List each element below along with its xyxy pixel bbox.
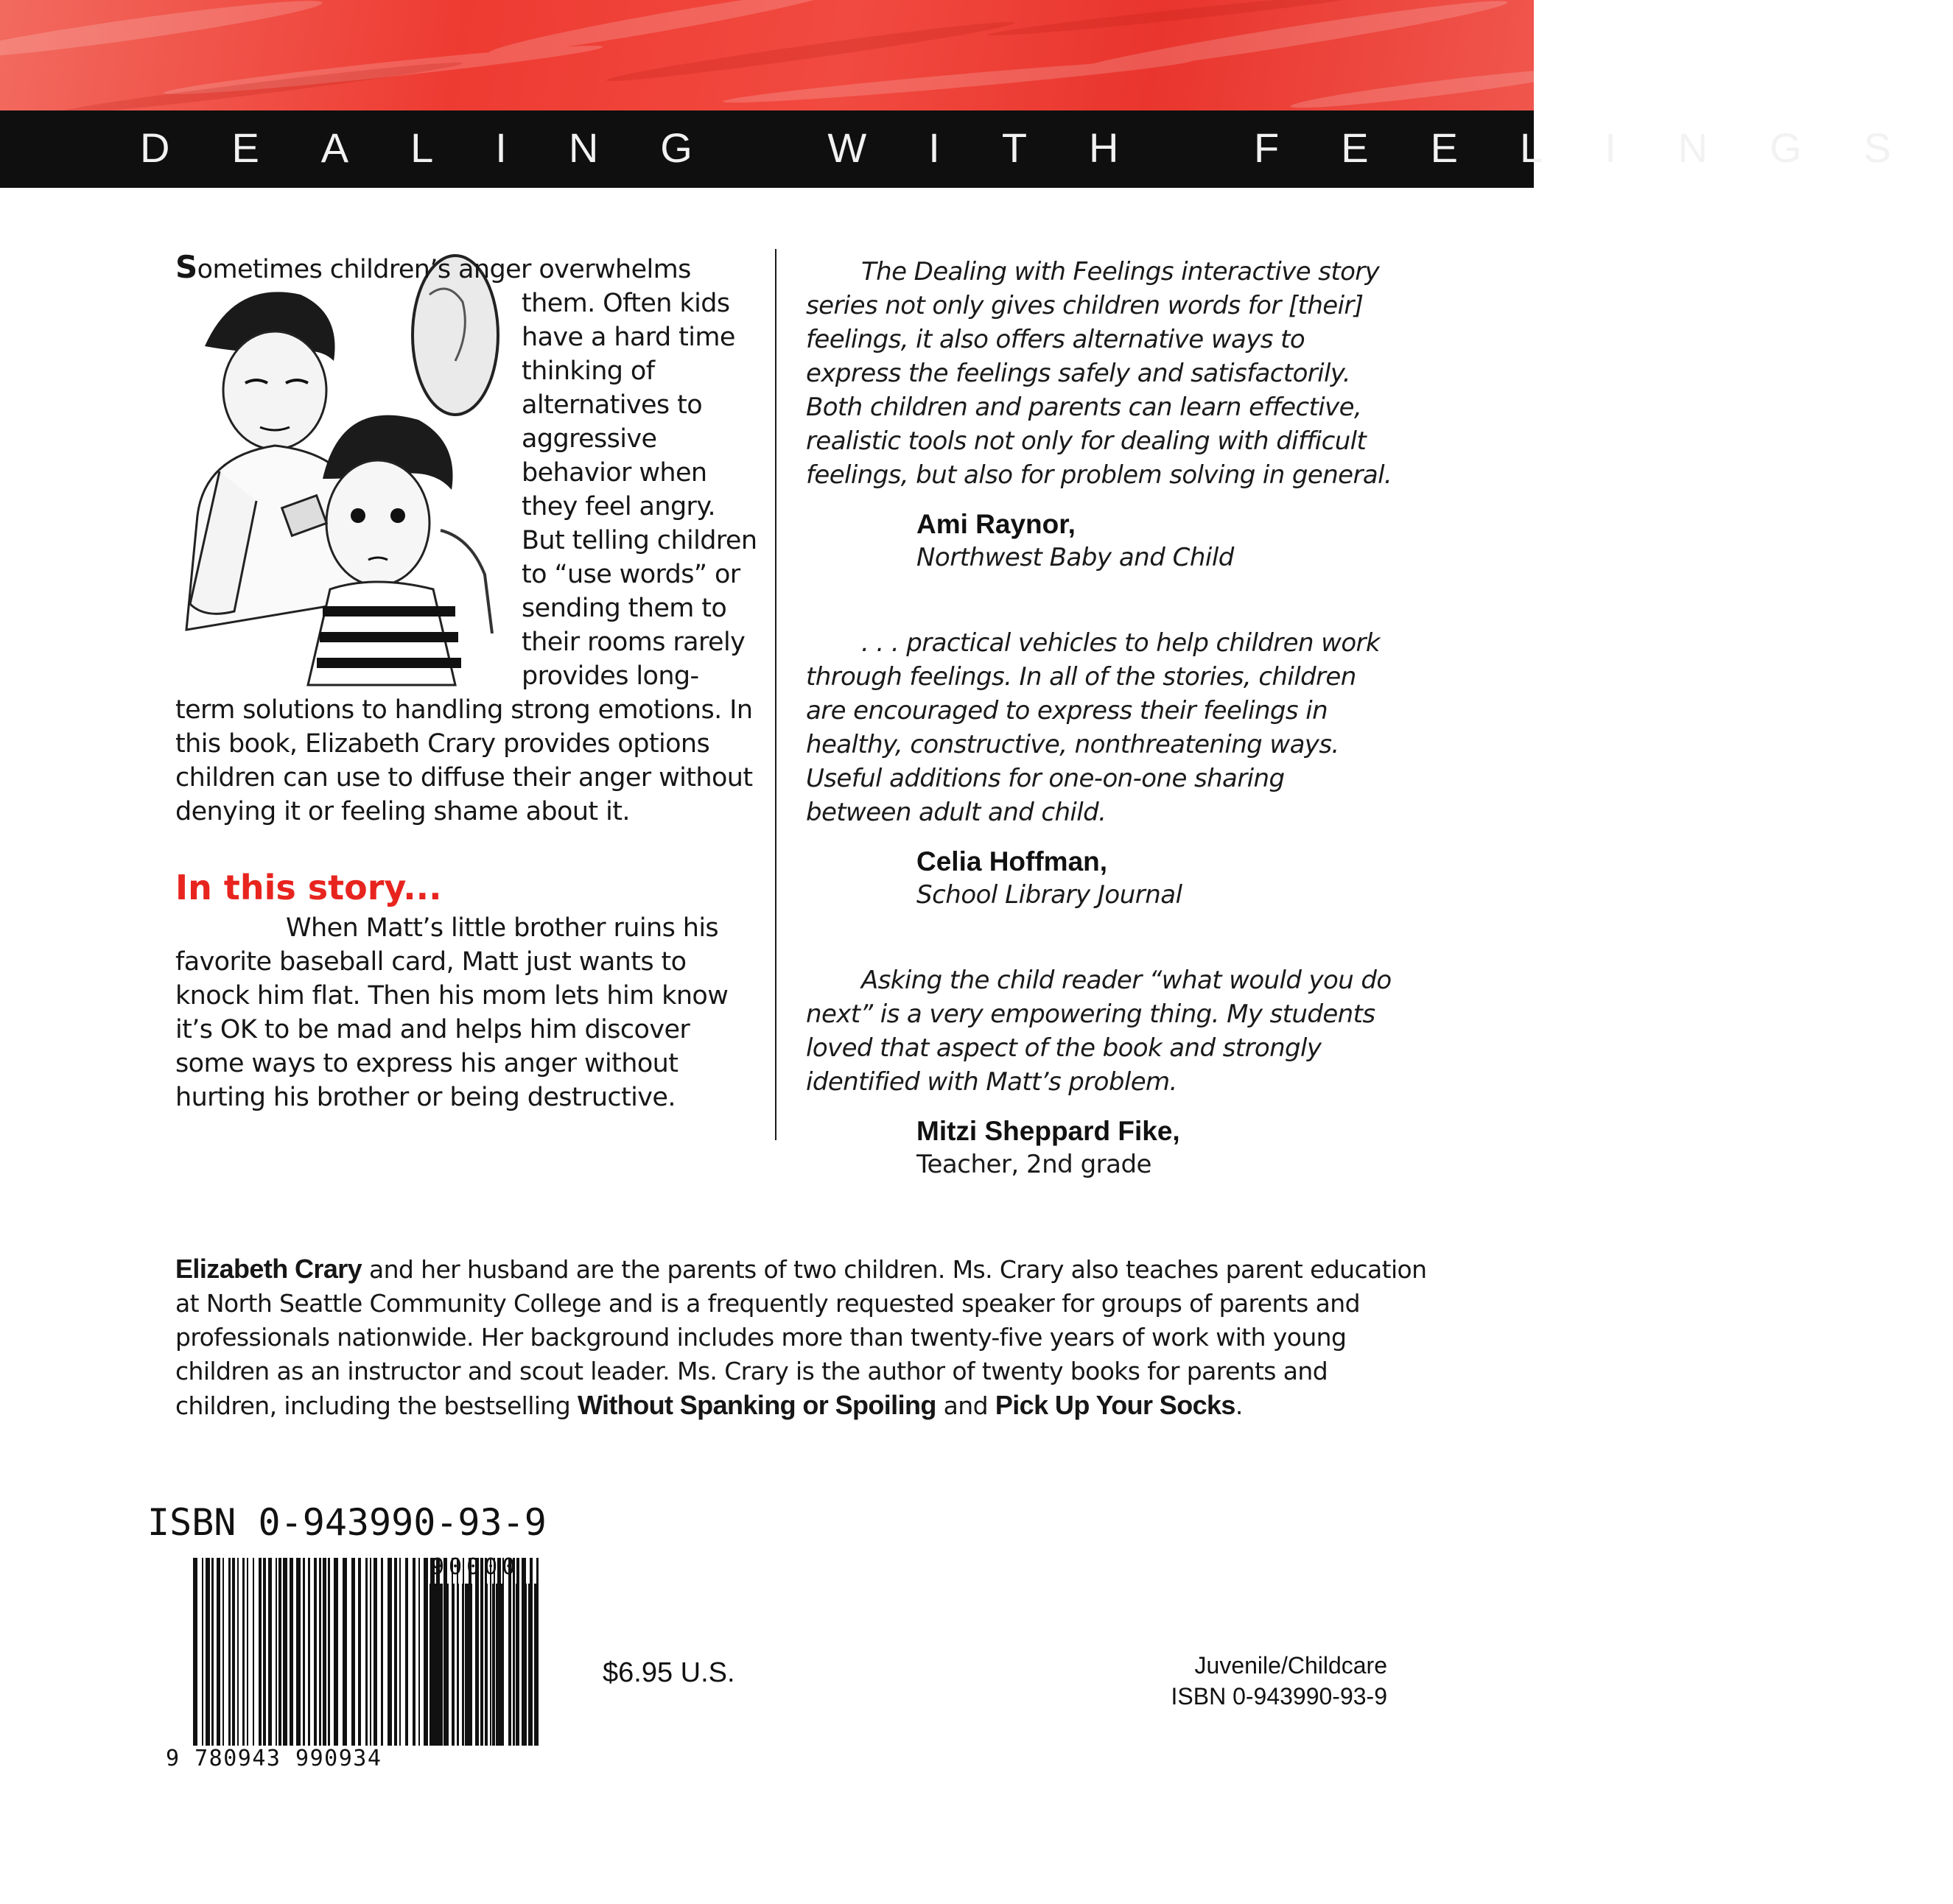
barcode-bar [471, 1584, 472, 1746]
bio-text: and her husband are the parents of two children. Ms. Crary also teaches parent education at North Seattle Community College and is a frequently requested speaker for groups of parents and professionals nationwide. Her background includes more than twenty-five years of work with young children as an instructor and scout leader. Ms. Crary is the author of twenty books for parents and children, including the bestselling [175, 1255, 1427, 1420]
barcode-bar [457, 1584, 459, 1746]
barcode-bar [217, 1558, 220, 1746]
barcode-bar [528, 1584, 532, 1746]
review-attribution [916, 846, 1395, 912]
barcode-bar [334, 1558, 338, 1746]
barcode-bar [405, 1558, 408, 1746]
reviewer-source: School Library Journal [916, 880, 1182, 910]
category: Juvenile/Childcare [1194, 1652, 1387, 1679]
barcode-bar [374, 1558, 377, 1746]
barcode-bar [343, 1558, 347, 1746]
reviewer-name: Celia Hoffman, [916, 846, 1108, 877]
boys-drawing [175, 250, 507, 685]
reviewer-name: Ami Raynor, [916, 509, 1076, 539]
barcode-bar [263, 1558, 266, 1746]
barcode-bar [480, 1584, 483, 1746]
barcode-bar [523, 1584, 527, 1746]
isbn-small: ISBN 0-943990-93-9 [1171, 1683, 1387, 1710]
barcode-bar [228, 1558, 231, 1746]
barcode-bar [534, 1584, 536, 1746]
reviewer-source: Teacher, 2nd grade [916, 1150, 1151, 1179]
review-2 [806, 626, 1395, 912]
bio-text: and [936, 1391, 995, 1420]
barcode-digits: 9 780943 990934 [166, 1746, 382, 1771]
barcode-bar [516, 1584, 519, 1746]
barcode-bar [413, 1558, 416, 1746]
author-name: Elizabeth Crary [175, 1254, 362, 1284]
barcode-bar [438, 1584, 443, 1746]
intro-text: ometimes children’s anger overwhelms them. Often kids have a hard time thinking of alternatives to aggressive behavior when they feel angry. But telling children to “use words” or sending them to their rooms rarely provides long-term solutions to handling strong emotions. In this book, Elizabeth Crary provides options children can use to diffuse their anger without denying it or feeling shame about it. [175, 255, 757, 826]
review-attribution [916, 508, 1395, 575]
barcode-bar [475, 1584, 478, 1746]
review-quote: The Dealing with Feelings interactive story series not only gives children words for [their] feelings, it also offers alternative ways to express the feelings safely and satisfactorily. Both children and parents can learn effective, realistic tools not only for dealing with difficult feelings, but also for problem solving in general. [806, 257, 1392, 490]
reviewer-source: Northwest Baby and Child [916, 543, 1234, 572]
barcode-bar [222, 1558, 224, 1746]
barcode-bar [399, 1558, 401, 1746]
barcode-bar [211, 1558, 214, 1746]
barcode-bar [492, 1584, 494, 1746]
series-title: DEALING WITH FEELINGS [140, 124, 1953, 171]
barcode-bar [418, 1558, 420, 1746]
left-column [175, 250, 757, 1114]
barcode-bar [486, 1584, 488, 1746]
barcode-bar [206, 1558, 210, 1746]
red-header-band [0, 0, 1534, 110]
barcode-bar [253, 1558, 254, 1746]
review-quote: Asking the child reader “what would you do next” is a very empowering thing. My students loved that aspect of the book and strongly identified with Matt’s problem. [806, 966, 1392, 1097]
price: $6.95 U.S. [603, 1657, 735, 1688]
story-heading: In this story... [175, 868, 442, 907]
barcode-bar [232, 1558, 235, 1746]
barcode-bar [303, 1558, 305, 1746]
barcode-bar [496, 1584, 498, 1746]
barcode-bar [433, 1584, 437, 1746]
boys-illustration [175, 250, 507, 685]
review-1 [806, 255, 1395, 575]
addon-digits: 90000 [431, 1554, 520, 1580]
bio-text: . [1235, 1391, 1243, 1420]
barcode-bar [242, 1558, 245, 1746]
barcode-bar [314, 1558, 317, 1746]
reviewer-name: Mitzi Sheppard Fike, [916, 1116, 1180, 1146]
barcode-bar [370, 1558, 371, 1746]
barcode-bar [290, 1558, 293, 1746]
intro-paragraph [175, 250, 757, 829]
barcode-bar [358, 1558, 361, 1746]
brush-texture [0, 0, 1534, 110]
barcode-bar [276, 1558, 277, 1746]
barcode-bar [501, 1584, 504, 1746]
barcode-bar [388, 1558, 392, 1746]
barcode-bar [424, 1558, 428, 1746]
barcode-bar [446, 1584, 449, 1746]
barcode-bar [365, 1558, 368, 1746]
barcode-bar [247, 1558, 248, 1746]
barcode-bar [319, 1558, 321, 1746]
review-3 [806, 963, 1395, 1181]
barcode-bar [465, 1584, 469, 1746]
isbn-label: ISBN 0-943990-93-9 [147, 1501, 547, 1544]
barcode-bar [259, 1558, 262, 1746]
barcode-bar [452, 1584, 455, 1746]
barcode-bar [283, 1558, 287, 1746]
barcode-bar [193, 1558, 197, 1746]
book-title: Without Spanking or Spoiling [577, 1390, 936, 1420]
author-bio [175, 1252, 1428, 1423]
addon-barcode [429, 1584, 540, 1746]
barcode-bar [237, 1558, 239, 1746]
barcode-bar [508, 1584, 511, 1746]
review-attribution [916, 1115, 1395, 1181]
barcode-bar [278, 1558, 281, 1746]
review-quote: . . . practical vehicles to help children work through feelings. In all of the stories, children are encouraged to express their feelings in healthy, constructive, nonthreatening ways. Useful additions for one-on-one sharing between adult and child. [806, 628, 1380, 827]
story-text: When Matt’s little brother ruins his favorite baseball card, Matt just wants to knock him flat. Then his mom lets him know it’s OK to be mad and helps him discover some ways to express his anger without hurting his brother or being destructive. [175, 913, 729, 1112]
reviews-column [806, 255, 1395, 1181]
barcode-bar [308, 1558, 310, 1746]
barcode-bar [429, 1584, 432, 1746]
intro-dropcap: S [175, 249, 197, 285]
barcode-bar [394, 1558, 397, 1746]
barcode-bar [323, 1558, 326, 1746]
barcode-bar [462, 1584, 463, 1746]
barcode-bar [381, 1558, 383, 1746]
category-block [1138, 1650, 1387, 1712]
barcode-bar [202, 1558, 203, 1746]
barcode-bar [268, 1558, 272, 1746]
barcode-bar [296, 1558, 301, 1746]
barcode-bar [351, 1558, 355, 1746]
column-divider [775, 249, 776, 1140]
barcode-bar [328, 1558, 330, 1746]
book-title: Pick Up Your Socks [995, 1390, 1235, 1420]
